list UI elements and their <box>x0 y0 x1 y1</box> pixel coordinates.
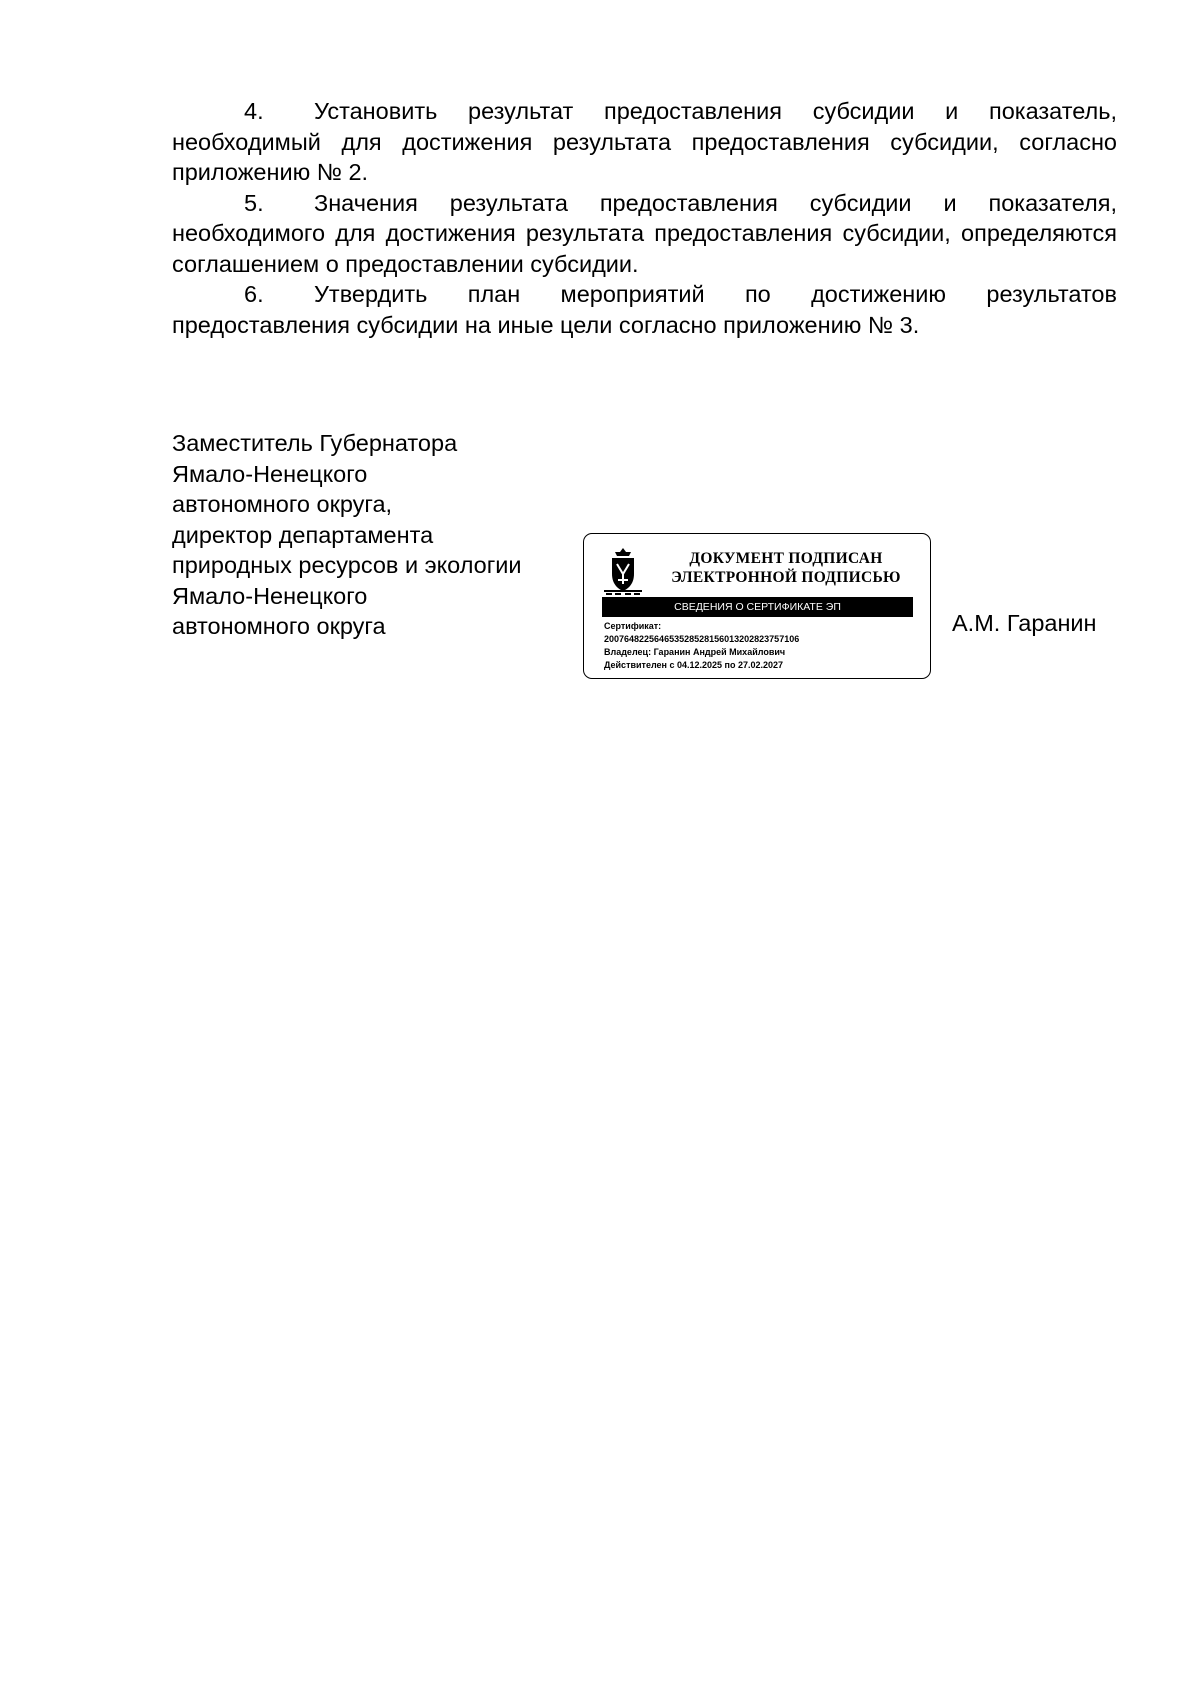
certificate-number: 200764822564653528528156013202823757106 <box>604 634 800 644</box>
electronic-signature-stamp <box>583 533 931 679</box>
signatory-position <box>172 428 572 642</box>
certificate-header: СВЕДЕНИЯ О СЕРТИФИКАТЕ ЭП <box>602 597 913 617</box>
position-line: директор департамента <box>172 521 434 548</box>
position-line: природных ресурсов и экологии <box>172 552 522 578</box>
paragraph-number: 6. <box>244 281 264 307</box>
paragraph-6 <box>172 279 1117 340</box>
paragraph-number: 5. <box>244 189 264 216</box>
numbered-paragraphs <box>172 96 1117 340</box>
position-line: автономного округа <box>172 613 386 639</box>
stamp-title <box>656 549 916 587</box>
yanao-coat-of-arms-icon <box>602 546 644 596</box>
paragraph-text: Значения результата предоставления субсидии и показателя, необходимого для достижения результата предоставления субсидии, определяются соглашением о предоставлении субсидии. <box>172 189 1117 277</box>
signer-name: А.М. Гаранин <box>952 610 1097 636</box>
paragraph-text: Установить результат предоставления субсидии и показатель, необходимый для достижения результата предоставления субсидии, согласно приложению № 2. <box>172 98 1117 185</box>
paragraph-5 <box>172 188 1117 280</box>
position-line: Ямало-Ненецкого <box>172 460 368 487</box>
certificate-owner: Владелец: Гаранин Андрей Михайлович <box>604 647 786 657</box>
position-line: автономного округа, <box>172 491 393 517</box>
stamp-title-line: ДОКУМЕНТ ПОДПИСАН <box>689 550 883 567</box>
certificate-validity: Действителен с 04.12.2025 по 27.02.2027 <box>604 660 784 670</box>
stamp-title-line: ЭЛЕКТРОННОЙ ПОДПИСЬЮ <box>671 569 901 586</box>
paragraph-4 <box>172 96 1117 188</box>
paragraph-number: 4. <box>244 98 264 124</box>
position-line: Ямало-Ненецкого <box>172 582 368 609</box>
position-line: Заместитель Губернатора <box>172 430 458 456</box>
certificate-details <box>604 620 924 672</box>
paragraph-text: Утвердить план мероприятий по достижению результатов предоставления субсидии на иные цели согласно приложению № 3. <box>172 281 1117 338</box>
certificate-label: Сертификат: <box>604 621 662 631</box>
